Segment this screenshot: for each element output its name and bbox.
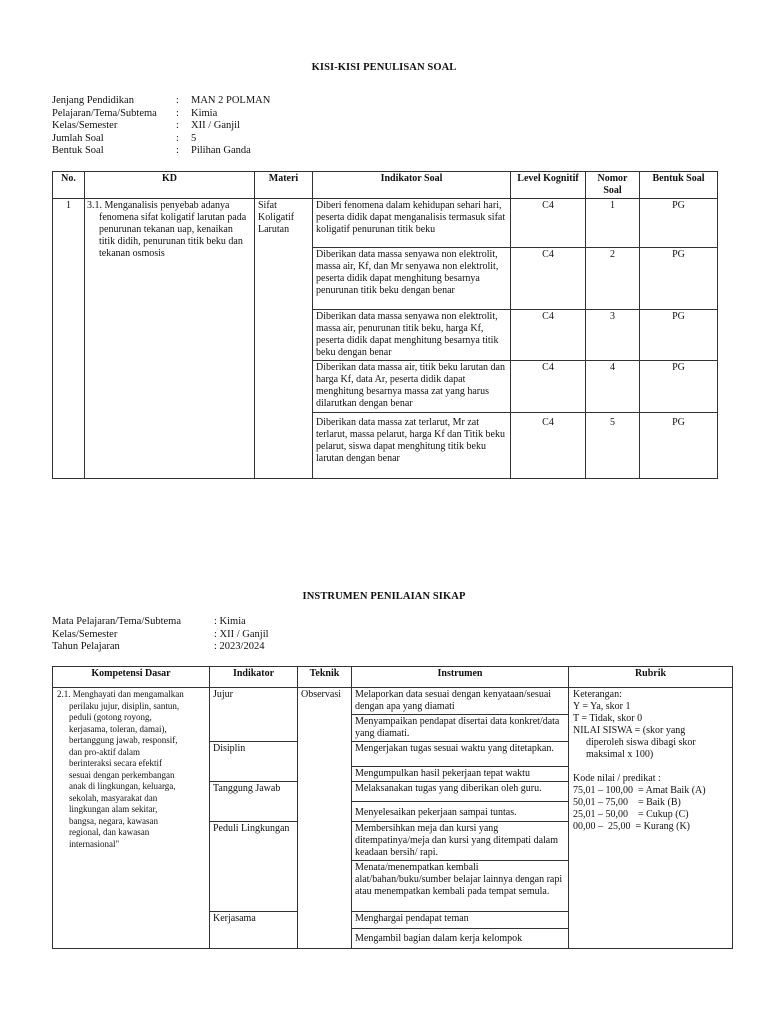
rubrik-line: Y = Ya, skor 1 xyxy=(573,701,631,712)
kode-line: 75,01 – 100,00 = Amat Baik (A) xyxy=(573,785,706,796)
cell-bentuk: PG xyxy=(640,310,718,361)
meta-value: : XII / Ganjil xyxy=(214,628,269,640)
meta-row xyxy=(52,133,270,146)
kode-line: 00,00 – 25,00 = Kurang (K) xyxy=(573,821,691,832)
table-row xyxy=(53,688,733,715)
cell-materi: Sifat Koligatif Larutan xyxy=(255,199,313,479)
header-indikator: Indikator Soal xyxy=(313,172,511,199)
meta-value: Pilihan Ganda xyxy=(191,145,251,157)
sikap-table xyxy=(52,666,733,949)
cell-indikator: Diberikan data massa air, titik beku larutan dan harga Kf, data Ar, peserta didik dapat menghitung besarnya massa zat yang harus dilarutkan dengan benar xyxy=(313,361,511,413)
cell-rubrik xyxy=(569,688,733,949)
cell-instrumen: Menata/menempatkan kembali alat/bahan/buku/sumber belajar lainnya dengan rapi atau menempatkan kembali pada tempat semula. xyxy=(352,861,569,912)
sikap-title: INSTRUMEN PENILAIAN SIKAP xyxy=(302,591,466,602)
meta-row xyxy=(52,145,270,158)
header-indikator: Indikator xyxy=(210,667,298,688)
cell-nomor: 4 xyxy=(586,361,640,413)
meta-colon: : xyxy=(176,107,179,119)
sikap-header-row xyxy=(53,667,733,688)
meta-label: Kelas/Semester xyxy=(52,120,118,132)
cell-bentuk: PG xyxy=(640,248,718,310)
cell-instrumen: Membersihkan meja dan kursi yang ditempatinya/meja dan kursi yang ditempati dalam keadaan bersih/ rapi. xyxy=(352,822,569,861)
cell-nomor: 5 xyxy=(586,413,640,479)
cell-level: C4 xyxy=(511,361,586,413)
kd-line: lingkungan alam sekitar, xyxy=(69,804,158,814)
meta-colon: : xyxy=(176,95,179,106)
cell-nomor: 3 xyxy=(586,310,640,361)
cell-bentuk: PG xyxy=(640,413,718,479)
cell-level: C4 xyxy=(511,248,586,310)
header-kompetensi: Kompetensi Dasar xyxy=(53,667,210,688)
kd-line: dan pro-aktif dalam xyxy=(69,746,140,757)
rubrik-line: Keterangan: xyxy=(573,689,622,700)
rubrik-line: diperoleh siswa dibagi skor xyxy=(586,737,696,748)
cell-indikator-kerjasama: Kerjasama xyxy=(210,912,298,949)
cell-kd: 3.1. Menganalisis penyebab adanya fenomena sifat koligatif larutan pada penurunan tekanan uap, kenaikan titik didih, penurunan titik beku dan tekanan osmosis xyxy=(85,199,255,479)
kd-line: bertanggung jawab, responsif, xyxy=(69,735,178,745)
cell-instrumen: Menyelesaikan pekerjaan sampai tuntas. xyxy=(352,802,569,822)
cell-nomor: 1 xyxy=(586,199,640,248)
cell-indikator: Diberi fenomena dalam kehidupan sehari hari, peserta didik dapat menganalisis termasuk sifat koligatif penurunan titik beku xyxy=(313,199,511,248)
meta-value: Kimia xyxy=(191,107,218,119)
kode-line: 25,01 – 50,00 = Cukup (C) xyxy=(573,809,689,820)
kd-line: bangsa, negara, kawasan xyxy=(69,815,158,826)
cell-indikator-tanggung-jawab: Tanggung Jawab xyxy=(210,782,298,822)
cell-bentuk: PG xyxy=(640,361,718,413)
header-teknik: Teknik xyxy=(298,667,352,688)
header-rubrik: Rubrik xyxy=(569,667,733,688)
header-materi: Materi xyxy=(255,172,313,199)
meta-label: Mata Pelajaran/Tema/Subtema xyxy=(52,616,182,627)
kisi-header-row xyxy=(53,172,718,199)
cell-indikator-disiplin: Disiplin xyxy=(210,742,298,782)
cell-instrumen: Mengambil bagian dalam kerja kelompok xyxy=(352,929,569,949)
cell-instrumen: Mengerjakan tugas sesuai waktu yang ditetapkan. xyxy=(352,742,569,767)
meta-colon: : xyxy=(176,120,179,132)
cell-nomor: 2 xyxy=(586,248,640,310)
cell-bentuk: PG xyxy=(640,199,718,248)
cell-instrumen: Menghargai pendapat teman xyxy=(352,912,569,929)
kd-line: sekolah, masyarakat dan xyxy=(69,792,158,803)
meta-label: Jenjang Pendidikan xyxy=(52,95,134,106)
rubrik-line: T = Tidak, skor 0 xyxy=(573,713,643,724)
meta-colon: : xyxy=(176,145,179,157)
meta-label: Kelas/Semester xyxy=(52,628,118,640)
meta-row xyxy=(52,120,270,133)
header-bentuk: Bentuk Soal xyxy=(640,172,718,199)
meta-value: XII / Ganjil xyxy=(191,120,240,132)
header-instrumen: Instrumen xyxy=(352,667,569,688)
cell-level: C4 xyxy=(511,413,586,479)
kd-line: berinteraksi secara efektif xyxy=(69,758,162,768)
rubrik-spacer xyxy=(573,761,729,773)
sikap-meta xyxy=(52,616,269,654)
cell-kompetensi-dasar xyxy=(53,688,210,949)
kd-line: peduli (gotong royong, xyxy=(69,712,152,722)
meta-value: : 2023/2024 xyxy=(214,641,265,653)
meta-label: Pelajaran/Tema/Subtema xyxy=(52,107,157,119)
kisi-title: KISI-KISI PENULISAN SOAL xyxy=(311,62,457,73)
cell-no: 1 xyxy=(53,199,85,479)
meta-value: : Kimia xyxy=(214,616,246,627)
header-no: No. xyxy=(53,172,85,199)
meta-row xyxy=(52,641,269,654)
cell-indikator: Diberikan data massa zat terlarut, Mr zat terlarut, massa pelarut, harga Kf dan Titik beku pelarut, siswa dapat menghitung titik beku larutan dengan benar xyxy=(313,413,511,479)
meta-row xyxy=(52,629,269,642)
cell-indikator: Diberikan data massa senyawa non elektrolit, massa air, Kf, dan Mr senyawa non elektrolit, peserta didik dapat menghitung besarnya penurunan titik beku dengan benar xyxy=(313,248,511,310)
cell-indikator: Diberikan data massa senyawa non elektrolit, massa air, penurunan titik beku, harga Kf, peserta didik dapat menghitung besarnya titik beku dengan benar xyxy=(313,310,511,361)
meta-value: MAN 2 POLMAN xyxy=(191,95,271,106)
cell-instrumen: Melaporkan data sesuai dengan kenyataan/sesuai dengan apa yang diamati xyxy=(352,688,569,715)
kd-line: regional, dan kawasan xyxy=(69,827,150,837)
kisi-meta xyxy=(52,95,270,158)
cell-level: C4 xyxy=(511,310,586,361)
kd-line: 2.1. Menghayati dan mengamalkan xyxy=(57,689,184,699)
meta-label: Jumlah Soal xyxy=(52,132,104,144)
cell-indikator-peduli: Peduli Lingkungan xyxy=(210,822,298,912)
meta-label: Tahun Pelajaran xyxy=(52,641,120,653)
meta-row xyxy=(52,108,270,121)
table-row xyxy=(53,199,718,248)
kd-line: anak di lingkungan, keluarga, xyxy=(69,781,176,791)
kd-line: perilaku jujur, disiplin, santun, xyxy=(69,700,180,711)
cell-instrumen: Menyampaikan pendapat disertai data konkret/data yang diamati. xyxy=(352,715,569,742)
cell-level: C4 xyxy=(511,199,586,248)
rubrik-line: maksimal x 100) xyxy=(586,749,654,760)
kd-line: internasional" xyxy=(69,838,120,849)
kode-line: 50,01 – 75,00 = Baik (B) xyxy=(573,797,681,808)
kd-line: kerjasama, toleran, damai), xyxy=(69,723,167,734)
kode-title: Kode nilai / predikat : xyxy=(573,773,661,784)
cell-teknik: Observasi xyxy=(298,688,352,949)
header-nomor: Nomor Soal xyxy=(586,172,640,199)
cell-instrumen: Melaksanakan tugas yang diberikan oleh guru. xyxy=(352,782,569,802)
cell-indikator-jujur: Jujur xyxy=(210,688,298,742)
meta-row xyxy=(52,616,269,629)
meta-label: Bentuk Soal xyxy=(52,145,104,157)
meta-row xyxy=(52,95,270,108)
meta-value: 5 xyxy=(191,132,197,144)
kd-line: sesuai dengan perkembangan xyxy=(69,769,175,780)
header-level: Level Kognitif xyxy=(511,172,586,199)
meta-colon: : xyxy=(176,132,179,144)
cell-instrumen: Mengumpulkan hasil pekerjaan tepat waktu xyxy=(352,767,569,782)
header-kd: KD xyxy=(85,172,255,199)
rubrik-line: NILAI SISWA = (skor yang xyxy=(573,725,686,736)
kisi-table xyxy=(52,171,718,479)
